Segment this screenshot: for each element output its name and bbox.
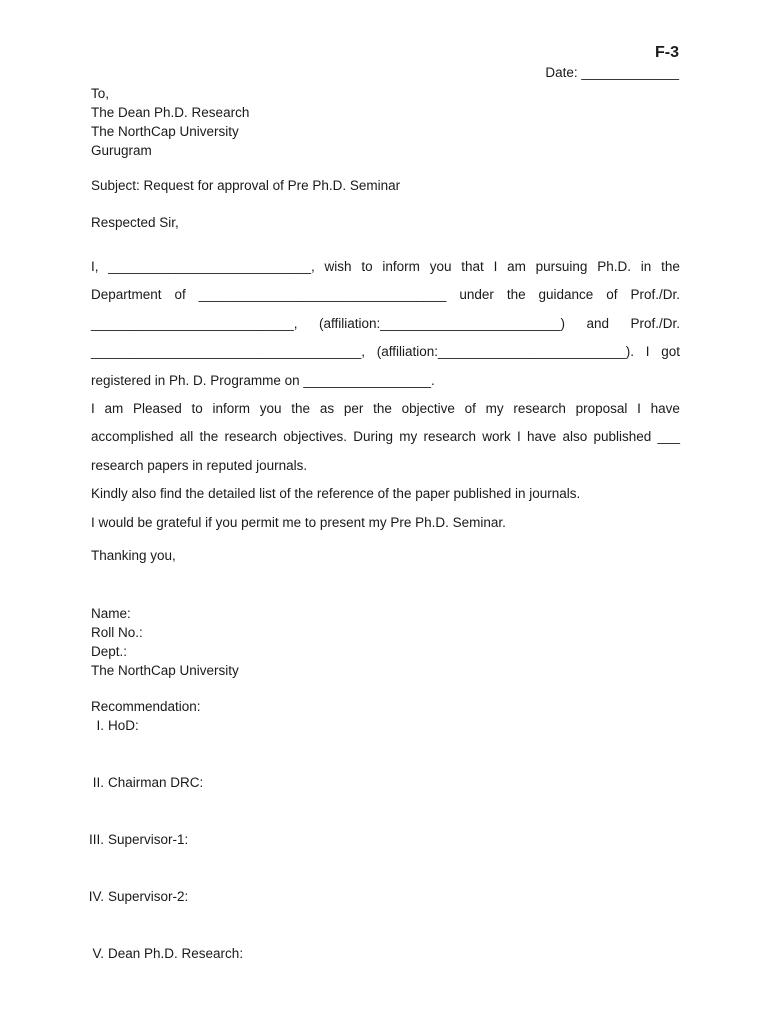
- body-word: to: [191, 401, 203, 417]
- body-word: of: [606, 287, 618, 303]
- body-line: [91, 253, 680, 281]
- university-label: The NorthCap University: [91, 663, 239, 678]
- signature-block: [91, 604, 680, 680]
- body-word: objective: [401, 401, 455, 417]
- body-word: am: [104, 401, 124, 417]
- body-word: you: [429, 259, 452, 274]
- body-word: per: [343, 401, 364, 417]
- dept-label: Dept.:: [91, 644, 128, 659]
- item-label: Dean Ph.D. Research:: [108, 946, 244, 961]
- body-word: have: [650, 401, 680, 417]
- body-word: have: [526, 429, 557, 445]
- body-line: [91, 395, 680, 423]
- body-word: (affiliation:________________________): [318, 315, 565, 331]
- body-word: Department: [91, 287, 162, 303]
- body-word: wish: [324, 259, 352, 274]
- body-word: the: [661, 259, 680, 274]
- body-line: [91, 338, 680, 366]
- body-word: under: [459, 287, 494, 303]
- body-line: [91, 281, 680, 309]
- item-number: I.: [96, 718, 104, 733]
- body-word: that: [461, 259, 484, 274]
- body-word: I: [637, 401, 641, 417]
- body-word: (affiliation:_________________________).: [376, 344, 634, 360]
- body-word: the: [291, 401, 311, 417]
- body-word: Prof./Dr.: [630, 287, 680, 303]
- name-label: Name:: [91, 606, 131, 621]
- body-word: also: [562, 429, 588, 445]
- body-word: in: [640, 259, 652, 274]
- body-word: my: [485, 401, 504, 417]
- body-line: [91, 310, 680, 338]
- recommendation-item: [70, 946, 243, 961]
- recommendation-item: [70, 718, 139, 733]
- body-line: [91, 423, 680, 451]
- address-line: The Dean Ph.D. Research: [91, 105, 250, 120]
- body-word: objectives.: [283, 429, 348, 445]
- body-word: I,: [91, 259, 99, 274]
- date-field: Date: _____________: [545, 65, 679, 80]
- address-line: To,: [91, 86, 110, 101]
- body-line: registered in Ph. D. Programme on _________________.: [91, 372, 435, 388]
- body-word: the: [506, 287, 526, 303]
- body-word: inform: [382, 259, 420, 274]
- body-word: to: [361, 259, 373, 274]
- roll-label: Roll No.:: [91, 625, 143, 640]
- body-word: I: [91, 401, 95, 417]
- address-line: Gurugram: [91, 143, 152, 158]
- body-word: you: [259, 401, 282, 417]
- form-code: F-3: [655, 44, 679, 61]
- body-line: research papers in reputed journals.: [91, 457, 308, 473]
- item-number: III.: [88, 832, 104, 847]
- body-word: During: [353, 429, 394, 445]
- body-word: Pleased: [133, 401, 182, 417]
- address-line: The NorthCap University: [91, 124, 239, 139]
- body-word: I: [516, 429, 521, 445]
- body-word: accomplished: [91, 429, 174, 445]
- closing: Thanking you,: [91, 548, 176, 563]
- body-word: work: [482, 429, 511, 445]
- body-word: proposal: [575, 401, 628, 417]
- body-word: got: [661, 344, 680, 360]
- body-word: as: [319, 401, 335, 417]
- body-word: of: [464, 401, 476, 417]
- recipient-address: [91, 84, 680, 160]
- body-word: my: [399, 429, 418, 445]
- recommendation-item: [70, 832, 188, 847]
- body-line: I would be grateful if you permit me to present my Pre Ph.D. Seminar.: [91, 514, 506, 530]
- body-word: published: [593, 429, 652, 445]
- body-word: I: [493, 259, 498, 274]
- item-number: V.: [92, 946, 104, 961]
- item-label: Chairman DRC:: [108, 775, 204, 790]
- item-label: Supervisor-2:: [108, 889, 189, 904]
- item-label: Supervisor-1:: [108, 832, 189, 847]
- salutation: Respected Sir,: [91, 215, 179, 230]
- body-word: all: [179, 429, 194, 445]
- body-line: Kindly also find the detailed list of the reference of the paper published in journals.: [91, 486, 581, 502]
- item-number: IV.: [88, 889, 104, 904]
- body-word: ____________________________________,: [91, 344, 366, 360]
- body-word: I: [645, 344, 650, 360]
- body-word: ___________________________,: [108, 259, 315, 274]
- body-word: the: [199, 429, 219, 445]
- body-word: _________________________________: [198, 287, 447, 303]
- body-word: and: [586, 315, 609, 331]
- body-word: research: [513, 401, 566, 417]
- body-word: Prof./Dr.: [630, 315, 680, 331]
- body-word: research: [423, 429, 477, 445]
- body-word: am: [507, 259, 526, 274]
- body-word: inform: [212, 401, 251, 417]
- body-word: research: [224, 429, 278, 445]
- recommendation-item: [70, 775, 203, 790]
- body-word: ___: [657, 429, 680, 445]
- item-label: HoD:: [108, 718, 139, 733]
- body-word: ___________________________,: [91, 315, 298, 331]
- letter-body: [91, 253, 680, 537]
- body-word: the: [373, 401, 392, 417]
- recommendation-title: Recommendation:: [91, 699, 201, 714]
- body-word: of: [174, 287, 186, 303]
- body-word: Ph.D.: [597, 259, 631, 274]
- body-word: pursuing: [535, 259, 588, 274]
- recommendation-item: [70, 889, 188, 904]
- item-number: II.: [92, 775, 104, 790]
- subject-line: Subject: Request for approval of Pre Ph.D. Seminar: [91, 178, 401, 193]
- body-word: guidance: [538, 287, 594, 303]
